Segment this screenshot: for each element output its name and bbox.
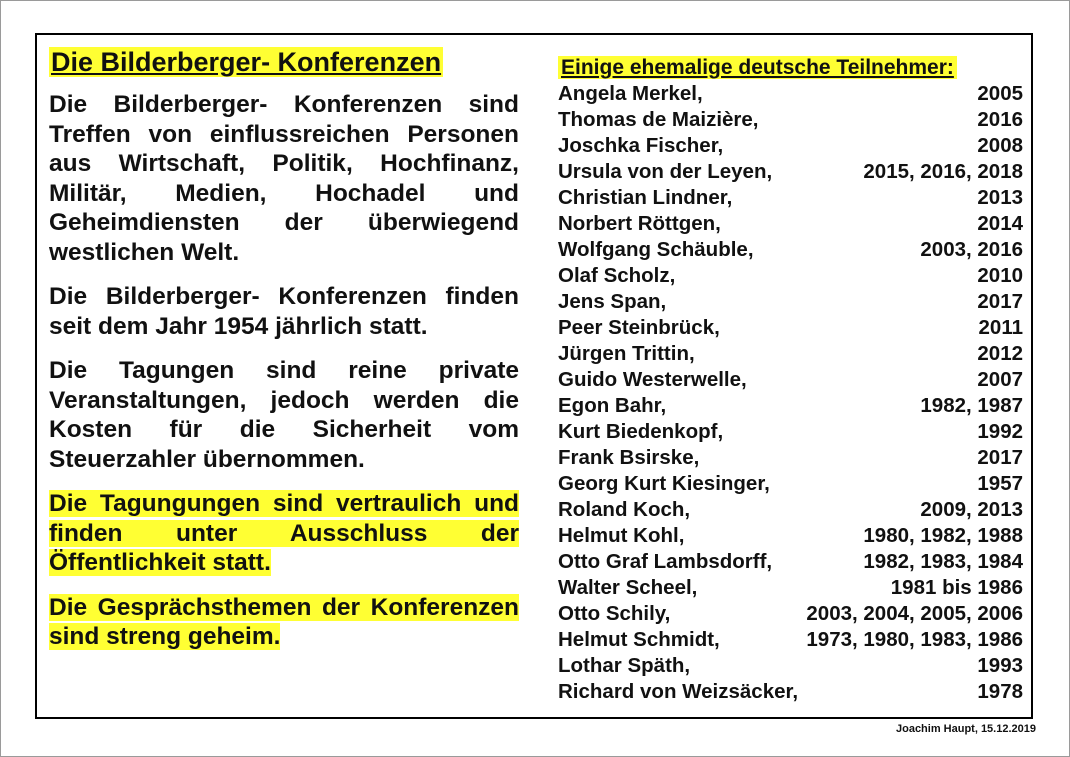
paragraph [49, 593, 519, 652]
participant-name: Otto Graf Lambsdorff, [558, 550, 773, 573]
participant-name: Ursula von der Leyen, [558, 160, 773, 183]
main-title: Die Bilderberger- Konferenzen [51, 47, 442, 77]
participant-row [558, 237, 1023, 263]
participant-row [558, 315, 1023, 341]
participant-row [558, 471, 1023, 497]
paragraph [49, 356, 519, 474]
participant-years: 1982, 1987 [920, 394, 1023, 417]
participant-name: Otto Schily, [558, 602, 671, 625]
participant-years: 2014 [977, 212, 1023, 235]
participant-years: 2003, 2004, 2005, 2006 [806, 602, 1023, 625]
participant-row [558, 627, 1023, 653]
participant-years: 1992 [977, 420, 1023, 443]
participant-list [558, 81, 1023, 705]
participant-years: 2011 [978, 316, 1023, 339]
right-column [558, 55, 1023, 705]
participant-name: Peer Steinbrück, [558, 316, 720, 339]
participant-years: 1993 [977, 654, 1023, 677]
participant-row [558, 497, 1023, 523]
participant-years: 2016 [977, 108, 1023, 131]
participant-row [558, 601, 1023, 627]
author-date: Joachim Haupt, 15.12.2019 [895, 723, 1036, 735]
participant-name: Lothar Späth, [558, 654, 691, 677]
participant-name: Richard von Weizsäcker, [558, 680, 799, 703]
participant-name: Walter Scheel, [558, 576, 698, 599]
participant-name: Guido Westerwelle, [558, 368, 747, 391]
participant-row [558, 445, 1023, 471]
paragraph [49, 90, 519, 267]
participant-name: Wolfgang Schäuble, [558, 238, 754, 261]
participant-years: 2013 [977, 186, 1023, 209]
paragraph-text: Die Bilderberger- Konferenzen sind Treffen von einflussreichen Personen aus Wirtschaft, Politik, Hochfinanz, Militär, Medien, Hochadel und Geheimdiensten der überwiegend westlichen Welt. [49, 91, 519, 266]
participant-row [558, 653, 1023, 679]
participant-name: Norbert Röttgen, [558, 212, 721, 235]
participant-years: 2008 [977, 134, 1023, 157]
participant-years: 1978 [977, 680, 1023, 703]
participant-row [558, 81, 1023, 107]
participant-years: 1981 bis 1986 [890, 576, 1023, 599]
participant-row [558, 393, 1023, 419]
participant-name: Helmut Kohl, [558, 524, 685, 547]
participant-row [558, 211, 1023, 237]
participant-years: 2010 [977, 264, 1023, 287]
left-column [49, 47, 519, 652]
participant-name: Olaf Scholz, [558, 264, 676, 287]
paragraph-text: Die Bilderberger- Konferenzen finden seit dem Jahr 1954 jährlich statt. [49, 283, 519, 340]
participant-years: 2005 [977, 82, 1023, 105]
participant-name: Christian Lindner, [558, 186, 733, 209]
participant-years: 1957 [977, 472, 1023, 495]
participant-row [558, 263, 1023, 289]
participant-years: 2017 [977, 290, 1023, 313]
participant-years: 1980, 1982, 1988 [863, 524, 1023, 547]
participant-name: Kurt Biedenkopf, [558, 420, 724, 443]
participant-row [558, 549, 1023, 575]
participant-row [558, 419, 1023, 445]
participant-name: Angela Merkel, [558, 82, 703, 105]
participant-years: 1973, 1980, 1983, 1986 [806, 628, 1023, 651]
participant-row [558, 679, 1023, 705]
participant-name: Thomas de Maizière, [558, 108, 759, 131]
participant-row [558, 133, 1023, 159]
participant-row [558, 575, 1023, 601]
participant-years: 2012 [977, 342, 1023, 365]
paragraph-list [49, 90, 519, 652]
participant-years: 2009, 2013 [920, 498, 1023, 521]
participant-row [558, 367, 1023, 393]
paragraph [49, 489, 519, 578]
participant-years: 1982, 1983, 1984 [863, 550, 1023, 573]
participant-row [558, 523, 1023, 549]
participant-years: 2007 [977, 368, 1023, 391]
participant-name: Georg Kurt Kiesinger, [558, 472, 770, 495]
participant-row [558, 185, 1023, 211]
participant-years: 2003, 2016 [920, 238, 1023, 261]
participant-name: Helmut Schmidt, [558, 628, 720, 651]
participant-years: 2017 [977, 446, 1023, 469]
participant-row [558, 107, 1023, 133]
paragraph-text: Die Tagungungen sind vertraulich und finden unter Ausschluss der Öffentlichkeit statt. [49, 490, 519, 576]
paragraph-text: Die Tagungen sind reine private Veranstaltungen, jedoch werden die Kosten für die Sicherheit vom Steuerzahler übernommen. [49, 357, 519, 473]
participant-name: Jürgen Trittin, [558, 342, 695, 365]
participant-name: Roland Koch, [558, 498, 691, 521]
participant-years: 2015, 2016, 2018 [863, 160, 1023, 183]
participant-name: Frank Bsirske, [558, 446, 700, 469]
paragraph-text: Die Gesprächsthemen der Konferenzen sind streng geheim. [49, 593, 519, 650]
paragraph [49, 282, 519, 341]
participant-row [558, 341, 1023, 367]
participant-name: Egon Bahr, [558, 394, 667, 417]
participant-row [558, 289, 1023, 315]
participants-title: Einige ehemalige deutsche Teilnehmer: [558, 56, 957, 79]
participant-row [558, 159, 1023, 185]
participant-name: Jens Span, [558, 290, 667, 313]
participant-name: Joschka Fischer, [558, 134, 724, 157]
content-panel [35, 33, 1033, 719]
